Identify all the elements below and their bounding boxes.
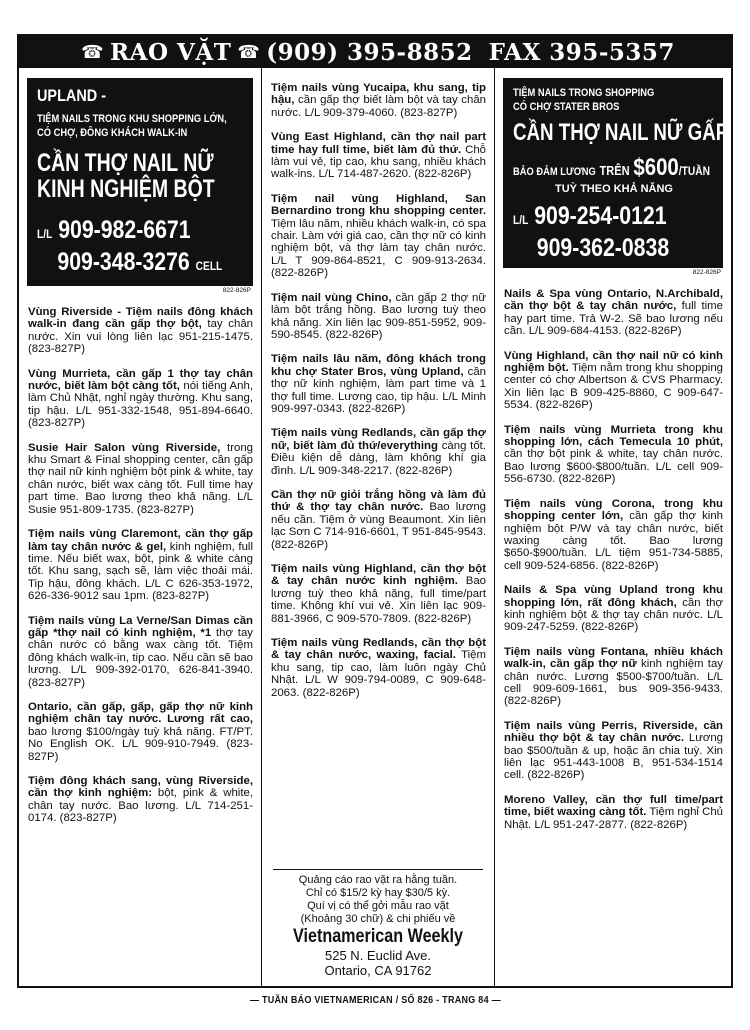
display-ad-phone: L/L 909-982-6671 xyxy=(37,216,191,244)
classified-ad xyxy=(28,701,253,763)
ad-code: 822-826P xyxy=(692,269,721,276)
classified-ad-text: kinh nghiệm, full time. Nếu biết wax, bột, pink & white càng tốt. Khu sang, sạch sẽ, làm việc thoải mái. Tip hậu, đông khách. L/L C 626-353-1972, 626-336-9012 sau 1pm. (823-827P) xyxy=(28,540,253,603)
classified-ad-text: tay chân nước. Xin vui lòng liên lạc 951-215-1475. (823-827P) xyxy=(28,318,253,356)
classified-ad-text: cần thợ bột pink & white, tay chân nước. Bao lương $600-$800/tuần. L/L cell 909-556-6730. (822-826P) xyxy=(504,448,723,486)
classified-ad-text: Chỗ làm vui vẻ, tip cao, khu sang, nhiều khách walk-ins. L/L 714-487-2620. (822-826P) xyxy=(271,143,486,181)
classified-ad-lead: Cần thợ nữ giỏi trắng hồng và làm đủ thứ & thợ tay chân nước. xyxy=(271,488,486,514)
classified-ad xyxy=(504,584,723,634)
classified-ad-text: cần gấp thợ kinh nghiệm bột P/W và tay chân nước, biết waxing càng tốt. Bao lương $650-$900/tuần. L/L tiệm 951-734-5885, cell 909-524-6856. (822-826P) xyxy=(504,510,723,572)
column-2 xyxy=(262,68,495,986)
promo-line: Quảng cáo rao vặt ra hằng tuần. xyxy=(298,874,458,886)
classified-ad xyxy=(271,82,486,119)
classified-ad-text: bao lương $100/ngày tuỳ khả năng. FT/PT. No English OK. L/L 909-910-7949. (823-827P) xyxy=(28,725,253,763)
classified-ad-text: Tiệm nằm trong khu shopping center có chợ Albertson & CVS Pharmacy. Xin liên lạc B 909-425-8860, C 909-647-5534. (822-826P) xyxy=(504,362,723,412)
ad-code: 822-826P xyxy=(222,287,251,294)
display-ad-headline: UPLAND - xyxy=(37,86,107,105)
classified-ad-lead: Tiệm đông khách sang, vùng Riverside, cần thợ kinh nghiệm: xyxy=(28,775,253,800)
classified-ad-lead: Tiệm nails vùng Redlands, cần thợ bột & tay chân nước, waxing, facial. xyxy=(271,637,486,662)
classified-ad-text: cần thợ kinh nghiệm bột & thợ tay chân nước. L/L 909-247-5259. (822-826P) xyxy=(504,596,723,634)
classified-ad-text: càng tốt. Điều kiện dễ dàng, làm không khí gia đình. L/L 909-348-2217. (822-826P) xyxy=(271,439,487,477)
classified-ad-lead: Tiệm nails vùng Highland, cần thợ bột & tay chân nước kinh nghiệm. xyxy=(271,563,486,588)
page-footer: — TUẦN BÁO VIETNAMERICAN / SỐ 826 - TRANG 84 — xyxy=(249,995,501,1006)
classified-ad-lead: Vùng Riverside - Tiệm nails đông khách walk-in đang cần gấp thợ bột, xyxy=(28,306,253,331)
classified-ad xyxy=(271,131,486,181)
display-ad-line: TIỆM NAILS TRONG KHU SHOPPING LỚN, xyxy=(37,113,227,125)
classified-ad xyxy=(271,489,486,551)
promo-line: Chỉ có $15/2 kỳ hay $30/5 kỳ. xyxy=(305,887,451,899)
classified-ad-lead: Susie Hair Salon vùng Riverside, xyxy=(28,441,221,454)
classified-ad-lead: Vùng Highland, cần thợ nail nữ có kinh nghiệm bột. xyxy=(504,349,723,375)
classified-ad-lead: Tiệm nail vùng Highland, San Bernardino trong khu shopping center. xyxy=(271,192,486,218)
classified-ad-lead: Nails & Spa vùng Upland trong khu shopping lớn, rất đông khách, xyxy=(504,584,723,609)
promo-line: (Khoảng 30 chữ) & chi phiếu về xyxy=(300,913,456,925)
classified-ad-lead: Tiệm nails vùng La Verne/San Dimas cần gấp *thợ nail có kinh nghiệm, *1 xyxy=(28,614,253,639)
display-ad-salary: BẢO ĐẢM LƯƠNG TRÊN $600/TUẦN xyxy=(513,154,710,181)
classified-ad-text: cần gấp thợ biết làm bột và tay chân nước. L/L 909-379-4060. (823-827P) xyxy=(271,94,486,119)
display-ad-phone: L/L 909-254-0121 xyxy=(513,202,667,230)
classified-ad xyxy=(271,353,486,415)
display-ad-line: CÓ CHỢ, ĐÔNG KHÁCH WALK-IN xyxy=(37,127,188,139)
column-1 xyxy=(19,68,262,986)
classified-ad xyxy=(504,288,723,338)
classified-ad-lead: Tiệm nails vùng Murrieta trong khu shopping lớn, cách Temecula 10 phút, xyxy=(504,423,723,449)
classified-ad-text: Bao lương tuỳ theo khả năng, full time/part time. Không khí vui vẻ. Xin liên lạc 909-881-3966, C 909-570-7809. (822-826P) xyxy=(271,575,486,625)
classified-ad xyxy=(271,563,486,625)
classified-ad-text: cần thợ nữ kinh nghiệm, làm part time và 1 thợ full time. Lương cao, tip hậu. L/L Minh 909-997-0343. (822-826P) xyxy=(271,365,486,415)
banner-title: RAO VẶT xyxy=(110,38,232,66)
classified-ad xyxy=(504,720,723,782)
classified-ad-text: nói tiếng Anh, làm Chủ Nhật, nghỉ ngày thường. Khu sang, tip hậu. L/L 951-332-1548, 951-894-6640. (823-827P) xyxy=(28,380,253,430)
classified-ad xyxy=(28,306,253,356)
classified-ad xyxy=(504,350,723,412)
classified-ad xyxy=(28,615,253,689)
classified-ad xyxy=(504,646,723,708)
promo-address: 525 N. Euclid Ave. xyxy=(325,948,431,963)
classified-page xyxy=(17,34,733,988)
display-ad-stater-bros xyxy=(503,78,729,268)
promo-box xyxy=(262,869,494,978)
display-ad-line: CÓ CHỢ STATER BROS xyxy=(513,101,620,113)
classified-ad-lead: Tiệm nails vùng Redlands, cần gấp thợ nữ, biết làm đủ thứ/everything xyxy=(271,427,486,452)
display-ad-phone: 909-362-0838 xyxy=(536,234,670,262)
display-ad-line: TUỲ THEO KHẢ NĂNG xyxy=(555,183,673,195)
classified-ad-lead: Tiệm nails vùng Perris, Riverside, cần nhiều thợ bột & tay chân nước. xyxy=(504,719,723,745)
display-ad-upland xyxy=(27,78,253,286)
classified-ad-lead: Ontario, cần gấp, gấp, gấp thợ nữ kinh nghiệm chân tay nước. Lương rất cao, xyxy=(28,700,253,726)
display-ad-line: TIỆM NAILS TRONG SHOPPING xyxy=(513,87,655,99)
classified-ad-text: full time hay part time. Trả W-2. Sẽ bao lương nếu cần. L/L 909-684-4153. (822-826P) xyxy=(504,300,723,338)
promo-address: Ontario, CA 91762 xyxy=(324,963,432,978)
phone-icon: ☎ xyxy=(237,41,261,63)
classified-ad xyxy=(271,193,486,280)
display-ad-big: KINH NGHIỆM BỘT xyxy=(37,175,215,203)
classified-ad xyxy=(28,528,253,602)
classified-ad xyxy=(28,775,253,825)
classified-ad-lead: Tiệm nails vùng Claremont, cần thợ gấp làm tay chân nước & gel, xyxy=(28,528,253,553)
classified-ad-text: thợ tay chân nước có bằng wax càng tốt. Tiệm đông khách walk-in, tip cao. Nếu cần sẽ bao lương. L/L 909-392-0170, 626-841-3940. (823-827P) xyxy=(28,626,253,689)
phone-icon: ☎ xyxy=(81,41,105,63)
classified-ad-text: Lương bao $500/tuần & up, hoặc ăn chia tuỳ. Xin liên lạc 951-443-1008 B, 951-534-1514 cell. (822-826P) xyxy=(504,732,724,782)
classified-ad xyxy=(28,442,253,516)
classified-ad-text: cần gấp 2 thợ nữ làm bột trắng hồng. Bao lương tuỳ theo khả năng. Xin liên lạc 909-851-5952, 909-590-8545. (822-826P) xyxy=(271,291,486,341)
display-ad-big: CẦN THỢ NAIL NỮ xyxy=(37,149,214,177)
classified-ad xyxy=(504,424,723,486)
classified-ad xyxy=(504,498,723,572)
classified-ad-lead: Tiệm nail vùng Chino, xyxy=(271,291,392,304)
classified-ad-text: Tiệm khu sang, tip cao, làm luôn ngày Chủ Nhật. L/L W 909-794-0089, C 909-648-2063. (822-826P) xyxy=(271,649,486,699)
classified-ad-lead: Vùng Murrieta, cần gấp 1 thợ tay chân nước, biết làm bột càng tốt, xyxy=(28,367,253,393)
classified-ad-text: bột, pink & white, chân tay nước. Bao lương. L/L 714-251-0174. (823-827P) xyxy=(28,787,253,825)
classified-list xyxy=(495,288,731,831)
classified-ad-lead: Moreno Valley, cần thợ full time/part time, biết waxing càng tốt. xyxy=(504,793,723,819)
classified-banner xyxy=(19,36,731,68)
banner-phone: (909) 395-8852 xyxy=(266,38,473,66)
classified-list xyxy=(262,68,494,699)
classified-ad-lead: Nails & Spa vùng Ontario, N.Archibald, cần thợ bột & tay chân nước, xyxy=(504,288,723,313)
classified-ad-lead: Tiệm nails vùng Fontana, nhiều khách walk-in, cần gấp thợ nữ xyxy=(504,645,723,671)
classified-ad-text: Bao lương nếu cần. Tiệm ở vùng Beaumont. Xin liên lạc Sơn C 714-916-6601, T 951-845-9543. (822-826P) xyxy=(271,501,486,551)
classified-ad xyxy=(271,427,486,477)
classified-ad xyxy=(504,794,723,831)
banner-fax: FAX 395-5357 xyxy=(488,38,675,66)
classified-ad xyxy=(28,368,253,430)
classified-list xyxy=(19,306,261,825)
promo-line: Quí vị có thể gởi mẫu rao vặt xyxy=(307,900,449,912)
column-3 xyxy=(495,68,731,986)
classified-ad xyxy=(271,292,486,342)
classified-ad-text: trong khu Smart & Final shopping center, cần gấp thợ nail nữ kinh nghiệm bột pink & white, tay chân nước, biết wax càng tốt. Full time hay part time. Bao lương theo khả năng. L/L Susie 951-809-1735. (823-827P) xyxy=(28,441,253,516)
classified-ad-lead: Vùng East Highland, cần thợ nail part time hay full time, biết làm đủ thứ. xyxy=(271,131,486,156)
promo-brand: Vietnamerican Weekly xyxy=(293,926,463,947)
classified-ad-text: Tiệm nghỉ Chủ Nhật. L/L 951-247-2877. (822-826P) xyxy=(504,806,724,831)
display-ad-phone: 909-348-3276 CELL xyxy=(57,248,223,276)
classified-ad-lead: Tiệm nails vùng Corona, trong khu shopping center lớn, xyxy=(504,497,723,523)
classified-ad-text: Tiệm lâu năm, nhiều khách walk-in, có spa chair. Làm với giá cao, cần thợ nữ có kinh nghiệm bột, và thợ làm tay chân nước. L/L T 909-864-8521, C 909-913-2634. (822-826P) xyxy=(271,217,486,280)
classified-ad-text: kinh nghiệm tay chân nước. Lương $500-$700/tuần. L/L cell 909-609-1661, bus 909-356-9433. (822-826P) xyxy=(504,658,723,708)
classified-ad-lead: Tiệm nails lâu năm, đông khách trong khu chợ Stater Bros, vùng Upland, xyxy=(271,353,486,378)
classified-ad-lead: Tiệm nails vùng Yucaipa, khu sang, tip hậu, xyxy=(271,82,486,107)
display-ad-big: CẦN THỢ NAIL NỮ GẤP xyxy=(513,119,729,146)
classified-ad xyxy=(271,637,486,699)
